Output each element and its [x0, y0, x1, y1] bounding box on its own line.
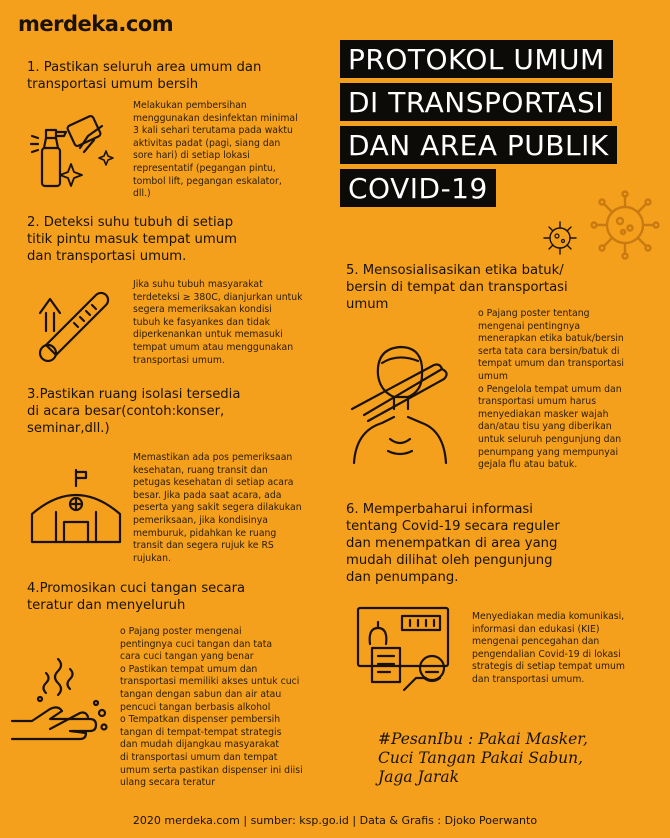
footer-credits: 2020 merdeka.com | sumber: ksp.go.id | Data & Grafis : Djoko Poerwanto	[132, 814, 538, 827]
section-2-heading: 2. Deteksi suhu tubuh di setiap titik pintu masuk tempat umum dan transportasi umum.	[27, 215, 237, 264]
section-4-body: o Pajang poster mengenai pentingnya cuci tangan dan tata cara cuci tangan yang benar o Pastikan tempat umum dan transportasi memiliki akses untuk cuci tangan dengan sabun dan air atau pencuci tangan berbasis alkohol o Tempatkan dispenser pembersih tangan di tempat-tempat strategis dan mudah dijangkau masyarakat di transportasi umum dan tempat umum serta pastikan dispenser ini diisi ulang secara teratur	[120, 626, 303, 789]
section-3-body: Memastikan ada pos pemeriksaan kesehatan, ruang transit dan petugas kesehatan di setiap acara besar. Jika pada saat acara, ada peserta yang sakit segera dilakukan pemeriksaan, jika kondisinya memburuk, pidahkan ke ruang transit dan segera rujuk ke RS rujukan.	[133, 452, 302, 564]
sneeze-person-icon	[348, 335, 458, 465]
title-line-2: DI TRANSPORTASI	[340, 83, 612, 121]
monitor-information-icon	[356, 604, 456, 696]
virus-icon	[590, 190, 660, 260]
section-5-heading: 5. Mensosialisasikan etika batuk/ bersin di tempat dan transportasi umum	[346, 263, 568, 312]
section-6-body: Menyediakan media komunikasi, informasi dan edukasi (KIE) mengenai pencegahan dan pengendalian Covid-19 di lokasi strategis di setiap tempat umum dan transportasi umum.	[472, 611, 625, 685]
title-line-3: DAN AREA PUBLIK	[340, 126, 617, 164]
section-3-heading: 3.Pastikan ruang isolasi tersedia di acara besar(contoh:konser, seminar,dll.)	[27, 387, 241, 436]
section-6-heading: 6. Memperbaharui informasi tentang Covid-19 secara reguler dan menempatkan di area yang mudah dilihat oleh pengunjung dan penumpang.	[346, 502, 560, 585]
hand-washing-icon	[10, 655, 110, 747]
hashtag-message: #PesanIbu : Pakai Masker, Cuci Tangan Pakai Sabun, Jaga Jarak	[378, 730, 588, 786]
brand-logo: merdeka.com	[18, 12, 174, 36]
section-2-body: Jika suhu tubuh masyarakat terdeteksi ≥ 380C, dianjurkan untuk segera memeriksakan kondisi tubuh ke fasyankes dan tidak diperkenankan untuk memasuki tempat umum atau menggunakan transportasi umum.	[133, 279, 303, 366]
isolation-tent-icon	[28, 470, 124, 546]
spray-cleaning-icon	[28, 108, 118, 190]
title-line-4: COVID-19	[340, 169, 496, 207]
section-1-heading: 1. Pastikan seluruh area umum dan transportasi umum bersih	[27, 60, 262, 92]
section-4-heading: 4.Promosikan cuci tangan secara teratur dan menyeluruh	[27, 581, 246, 613]
section-5-body: o Pajang poster tentang mengenai pentingnya menerapkan etika batuk/bersin serta tata cara bersin/batuk di tempat umum dan transportasi umum o Pengelola tempat umum dan transportasi umum harus menyediakan masker wajah dan/atau tisu yang diberikan untuk seluruh pengunjung dan penumpang yang mempunyai gejala flu atau batuk.	[478, 308, 624, 471]
thermometer-icon	[30, 285, 120, 365]
virus-small-icon	[540, 218, 580, 258]
section-1-body: Melakukan pembersihan menggunakan desinfektan minimal 3 kali sehari terutama pada waktu aktivitas padat (pagi, siang dan sore hari) di setiap lokasi representatif (pegangan pintu, tombol lift, pegangan eskalator, dll.)	[133, 100, 298, 200]
title-line-1: PROTOKOL UMUM	[340, 40, 613, 78]
